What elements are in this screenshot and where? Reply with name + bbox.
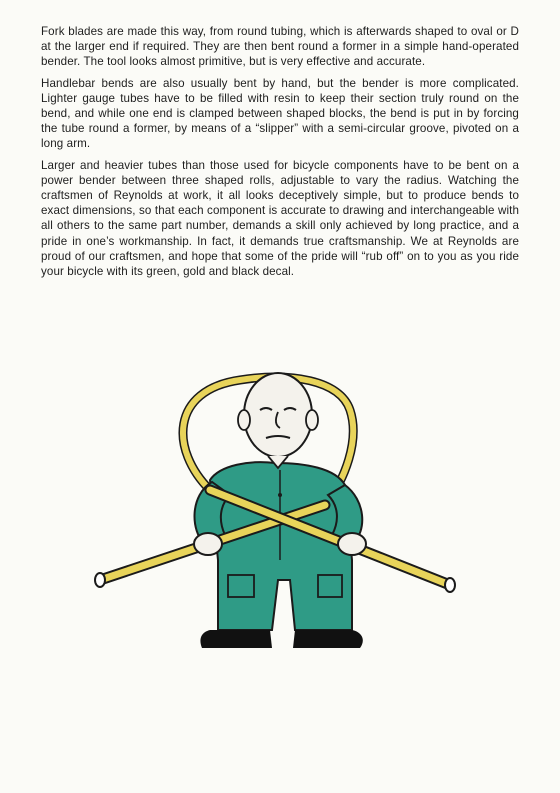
paragraph-handlebar-bends: Handlebar bends are also usually bent by hand, but the bender is more complicated. Lighter gauge tubes have to be filled with resin to keep their section truly round on the bend, and while one end is clamped between shaped blocks, the bend is put in by forcing the tube round a former, by means of a “slipper” with a semi-circular groove, pivoted on a long arm. (41, 76, 519, 151)
right-ear (306, 410, 318, 430)
paragraph-fork-blades: Fork blades are made this way, from round tubing, which is afterwards shaped to oval or D at the larger end if required. They are then bent round a former in a simple hand-operated bender. The tool looks almost primitive, but is very effective and accurate. (41, 25, 519, 69)
right-shoe (293, 630, 363, 648)
head (244, 373, 312, 457)
paragraph-heavier-tubes: Larger and heavier tubes than those used for bicycle components have to be bent on a power bender between three shaped rolls, adjustable to vary the radius. Watching the craftsmen of Reynolds at work, it all looks deceptively simple, but to produce bends to exact dimensions, so that each component is accurate to drawing and interchangeable with all others to the same part number, demands a skill only achieved by long practice, and a pride in one’s workmanship. In fact, it demands true craftsmanship. We at Reynolds are proud of our craftsmen, and hope that some of the pride will “rub off” on to you as you ride your bicycle with its green, gold and black decal. (41, 158, 519, 279)
right-hand (338, 533, 366, 555)
craftsman-bending-tube-illustration (90, 330, 470, 690)
body-text (41, 24, 519, 285)
left-ear (238, 410, 250, 430)
left-hand (194, 533, 222, 555)
left-shoe (200, 630, 272, 648)
tube-end-right (445, 578, 455, 592)
tube-end-left (95, 573, 105, 587)
overalls-body (210, 462, 352, 630)
